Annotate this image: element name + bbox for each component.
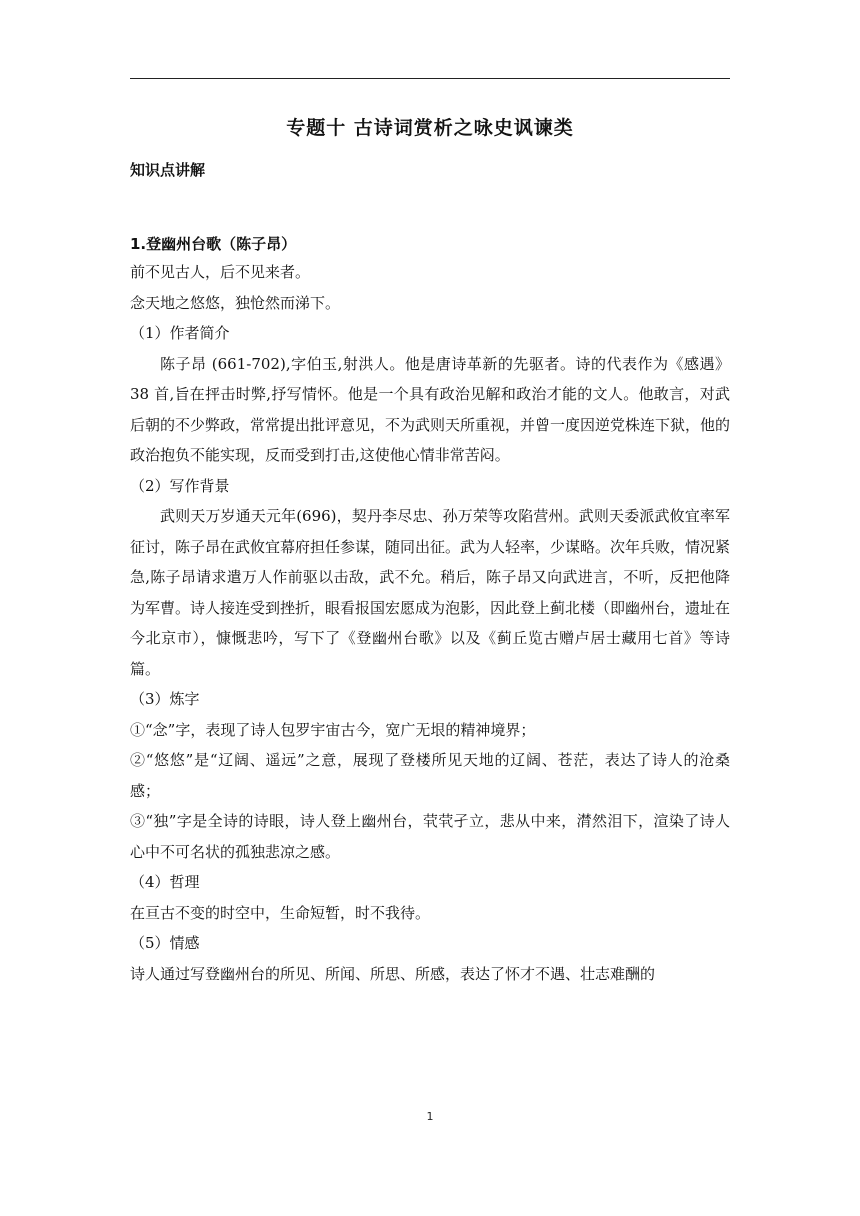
header-rule [130, 78, 730, 79]
document-body [130, 112, 730, 989]
section-heading-background: （2）写作背景 [130, 476, 230, 495]
poem-heading: 1.登幽州台歌（陈子昂） [130, 235, 297, 253]
document-title: 专题十 古诗词赏析之咏史讽谏类 [286, 117, 574, 139]
emotion-paragraph: 诗人通过写登幽州台的所见、所闻、所思、所感，表达了怀才不遇、壮志难酬的 [130, 964, 656, 983]
wording-item: ①“念”字，表现了诗人包罗宇宙古今，宽广无垠的精神境界； [130, 720, 536, 739]
philosophy-paragraph: 在亘古不变的时空中，生命短暂，时不我待。 [130, 903, 431, 922]
section-heading-philosophy: （4）哲理 [130, 873, 200, 891]
wording-item: ②“悠悠”是“辽阔、遥远”之意，展现了登楼所见天地的辽阔、苍茫，表达了诗人的沧桑感； [130, 751, 730, 800]
section-label: 知识点讲解 [130, 161, 206, 179]
page-number: 1 [426, 1110, 434, 1123]
author-paragraph: 陈子昂 (661-702),字伯玉,射洪人。他是唐诗革新的先驱者。诗的代表作为《感遇》38 首,旨在抨击时弊,抒写情怀。他是一个具有政治见解和政治才能的文人。他敢言，对武后朝的不少弊政，常常提出批评意见，不为武则天所重视，并曾一度因逆党株连下狱，他的政治抱负不能实现，反而受到打击,这使他心情非常苦闷。 [130, 354, 731, 464]
section-heading-emotion: （5）情感 [130, 934, 200, 952]
section-heading-author: （1）作者简介 [130, 324, 230, 342]
wording-item: ③“独”字是全诗的诗眼，诗人登上幽州台，茕茕孑立，悲从中来，潸然泪下，渲染了诗人心中不可名状的孤独悲凉之感。 [130, 812, 730, 861]
poem-line: 念天地之悠悠，独怆然而涕下。 [130, 293, 341, 312]
poem-line: 前不见古人，后不见来者。 [130, 263, 311, 281]
section-heading-wording: （3）炼字 [130, 690, 200, 708]
background-paragraph: 武则天万岁通天元年(696)，契丹李尽忠、孙万荣等攻陷营州。武则天委派武攸宜率军征讨，陈子昂在武攸宜幕府担任参谋，随同出征。武为人轻率，少谋略。次年兵败，情况紧急,陈子昂请求遣万人作前驱以击敌，武不允。稍后，陈子昂又向武进言，不听，反把他降为军曹。诗人接连受到挫折，眼看报国宏愿成为泡影，因此登上蓟北楼（即幽州台，遗址在今北京市），慷慨悲吟，写下了《登幽州台歌》以及《蓟丘览古赠卢居士藏用七首》等诗篇。 [130, 507, 731, 678]
